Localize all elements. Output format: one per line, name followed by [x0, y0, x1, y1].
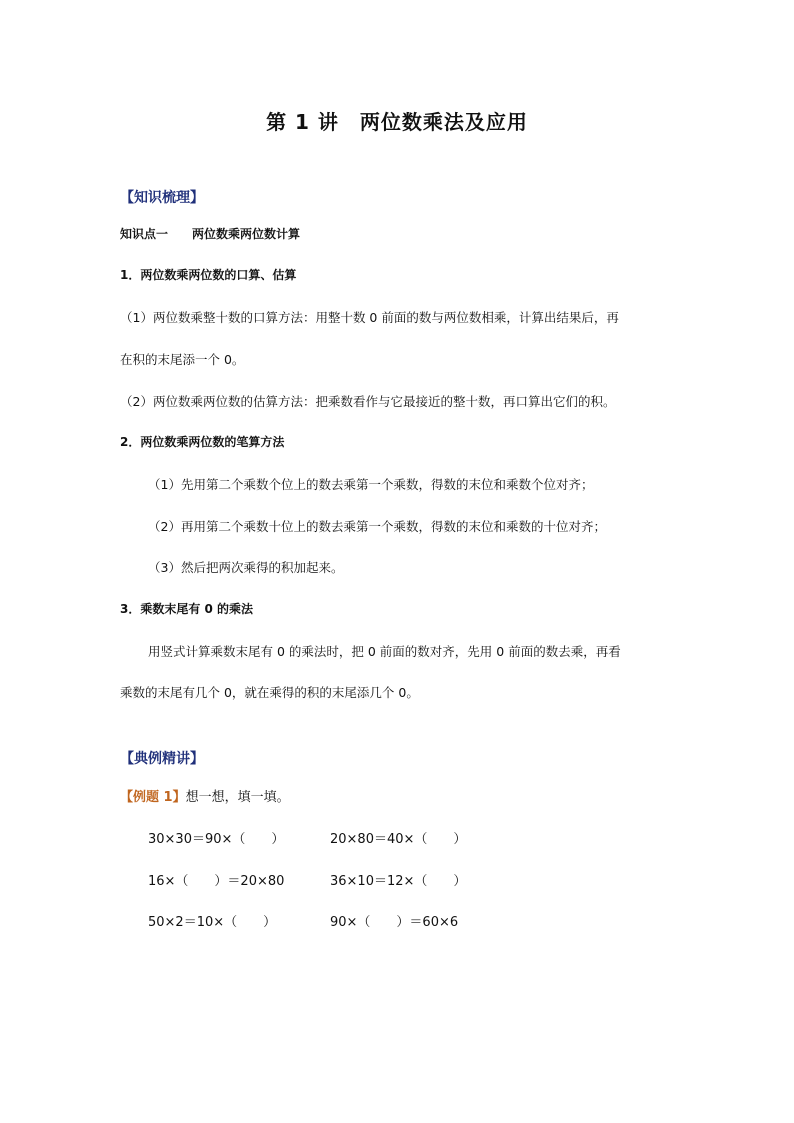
example1-line	[120, 786, 290, 805]
item1-paragraph1-line2: 在积的末尾添一个 0。	[120, 352, 245, 367]
item2-step2: （2）再用第二个乘数十位上的数去乘第一个乘数，得数的末位和乘数的十位对齐；	[148, 519, 606, 534]
item2-heading: 2．两位数乘两位数的笔算方法	[120, 435, 285, 449]
problem-6: 90×（ ）＝60×6	[330, 915, 459, 930]
lesson-title: 第 1 讲 两位数乘法及应用	[266, 110, 528, 134]
example1-label: 【例题 1】	[120, 790, 186, 805]
item2-step3: （3）然后把两次乘得的积加起来。	[148, 560, 344, 575]
problem-1: 30×30＝90×（ ）	[148, 832, 285, 847]
problem-2: 20×80＝40×（ ）	[330, 832, 467, 847]
item1-heading: 1．两位数乘两位数的口算、估算	[120, 268, 297, 282]
item3-heading: 3．乘数末尾有 0 的乘法	[120, 602, 254, 616]
item2-step1: （1）先用第二个乘数个位上的数去乘第一个乘数，得数的末位和乘数个位对齐；	[148, 477, 594, 492]
example1-prompt: 想一想，填一填。	[185, 790, 290, 805]
item1-paragraph2: （2）两位数乘两位数的估算方法：把乘数看作与它最接近的整十数，再口算出它们的积。	[120, 394, 616, 409]
item3-line1: 用竖式计算乘数末尾有 0 的乘法时，把 0 前面的数对齐，先用 0 前面的数去乘，再看	[148, 644, 621, 659]
problem-4: 36×10＝12×（ ）	[330, 874, 467, 889]
knowledge-section-label: 【知识梳理】	[120, 190, 204, 206]
item3-line2: 乘数的末尾有几个 0，就在乘得的积的末尾添几个 0。	[120, 685, 419, 700]
problem-3: 16×（ ）＝20×80	[148, 874, 285, 889]
item1-paragraph1-line1: （1）两位数乘整十数的口算方法：用整十数 0 前面的数与两位数相乘，计算出结果后，再	[120, 310, 619, 325]
knowledge-point-heading: 知识点一 两位数乘两位数计算	[120, 227, 301, 241]
problem-5: 50×2＝10×（ ）	[148, 915, 277, 930]
examples-section-label: 【典例精讲】	[120, 751, 204, 767]
